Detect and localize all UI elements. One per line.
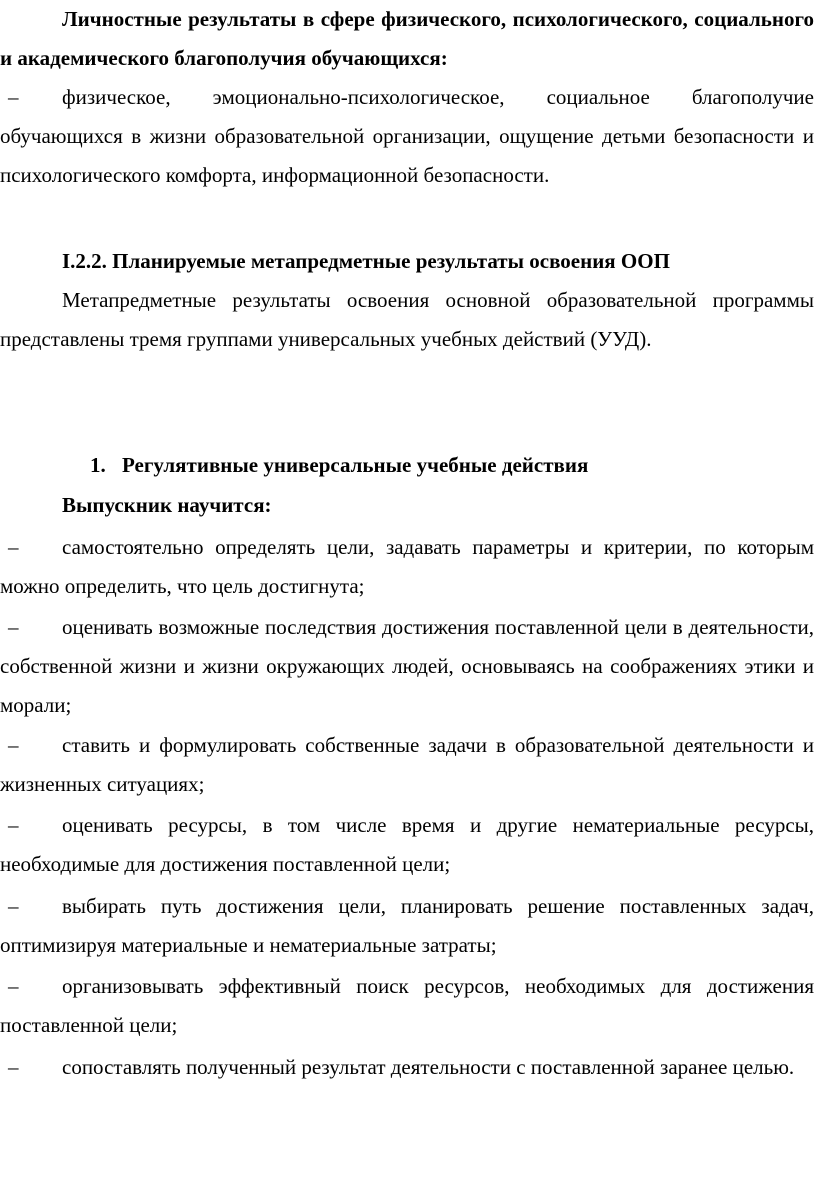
list-item-text: оценивать ресурсы, в том числе время и другие нематериальные ресурсы, необходимые для достижения поставленной цели; — [0, 813, 814, 876]
regulative-heading — [90, 446, 588, 485]
list-item-text: ставить и формулировать собственные задачи в образовательной деятельности и жизненных ситуациях; — [0, 733, 814, 796]
personal-results-heading: Личностные результаты в сфере физического, психологического, социального и академического благополучия обучающихся: — [0, 7, 814, 70]
list-item — [0, 726, 814, 804]
meta-section-intro: Метапредметные результаты освоения основной образовательной программы представлены тремя группами универсальных учебных действий (УУД). — [0, 288, 814, 351]
list-item — [0, 967, 814, 1045]
dash-bullet: – — [8, 813, 19, 837]
dash-bullet: – — [8, 85, 19, 109]
list-item-text: оценивать возможные последствия достижения поставленной цели в деятельности, собственной жизни и жизни окружающих людей, основываясь на соображениях этики и морали; — [0, 615, 814, 717]
regulative-number: 1. — [90, 453, 106, 477]
meta-section-heading: I.2.2. Планируемые метапредметные результаты освоения ООП — [62, 249, 670, 273]
list-item — [0, 1048, 814, 1087]
list-item — [0, 887, 814, 965]
dash-bullet: – — [8, 535, 19, 559]
list-item — [0, 528, 814, 606]
list-item — [0, 806, 814, 884]
list-item — [0, 608, 814, 725]
list-item-text: выбирать путь достижения цели, планировать решение поставленных задач, оптимизируя материальные и нематериальные затраты; — [0, 894, 814, 957]
dash-bullet: – — [8, 733, 19, 757]
list-item-text: самостоятельно определять цели, задавать параметры и критерии, по которым можно определить, что цель достигнута; — [0, 535, 814, 598]
list-item — [0, 78, 814, 195]
list-item-text: физическое, эмоционально-психологическое, социальное благополучие обучающихся в жизни образовательной организации, ощущение детьми безопасности и психологического комфорта, информационной безопасности. — [0, 85, 814, 187]
dash-bullet: – — [8, 894, 19, 918]
list-item-text: организовывать эффективный поиск ресурсов, необходимых для достижения поставленной цели; — [0, 974, 814, 1037]
dash-bullet: – — [8, 1055, 19, 1079]
dash-bullet: – — [8, 974, 19, 998]
regulative-subheading: Выпускник научится: — [62, 493, 272, 517]
dash-bullet: – — [8, 615, 19, 639]
regulative-heading-text: Регулятивные универсальные учебные действия — [122, 453, 589, 477]
list-item-text: сопоставлять полученный результат деятельности с поставленной заранее целью. — [62, 1055, 795, 1079]
